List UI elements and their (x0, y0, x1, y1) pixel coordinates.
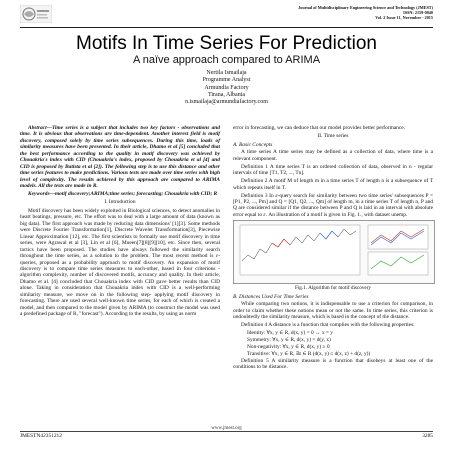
journal-name: Journal of Multidisciplinary Engineering Science and Technology (JMEST) (298, 5, 433, 10)
paper-subtitle: A naïve approach compared to ARIMA (132, 54, 321, 66)
author-role: Programme Analyst (202, 77, 251, 84)
definition-5: Definition 5 A similarity measure is a function that disobeys at least one of the conditions to be distance. (233, 357, 433, 371)
right-column (233, 125, 433, 372)
motif-plot-image (234, 221, 434, 283)
left-column (20, 125, 220, 319)
figure-motif-discovery (233, 220, 435, 284)
footer-page-number: 3285 (422, 433, 433, 439)
time-series-paragraph: A time series A time series may be defined as a collection of data, where time is a relevant component. (233, 149, 433, 162)
definition-4: Definition 4 A distance is a function that complies with the following properties: (241, 322, 415, 329)
introduction-paragraph: Motif discovery has been widely exploited in Biological sciences, to detect anomalies in heart beatings, pressure, etc. The effort was to deal with a large amount of data (known as big data). The first approach was made by reducing data dimensions' [1][3]. Some methods were Discrete Fourier Transformation[1], Discrete Wavelet Transformation[3], Piecewise Linear Approximation [12], etc. The first scientists to formally use motif discovery in time series, were Agrawal et al [3], Lin et al [6], Mueen[7][8][9][10], etc. Since then, several tactics have been proposed. The studies have always followed the similarity search throughout the time series, as a solution to the problem. The most recent method is ε-queries, proposed as a probability approach to motif discovery. An expansion of motif discovery is to compare time series measures to each-other, based in four criterions - algorithm complexity, number of discovered motifs, accuracy and quality. In their article, Dhamo et al. [4] concluded that Chouakria index with CID gave better results than CID alone. Taking in consideration that Chouakria index with CID is a well-performing similarity measure, we move on in the following step- applying motif discovery in forecasting. There are used several well-known time series, for each of which is created a model, and then compared to the model given by ARIMA (to construct the model was used a predefined package of R, "forecast"). According to the results, by using as norm (20, 207, 220, 318)
author-city: Tirana, Albania (207, 91, 246, 98)
author-name: Nertila Ismailaja (206, 70, 247, 76)
author-org: Armundia Factory (204, 84, 249, 91)
journal-issue: Vol. 2 Issue 11, November - 2015 (375, 15, 433, 20)
figure-caption: Fig.1. Algorithm for motif discovery (294, 285, 372, 292)
definition-3: Definition 3 In ε-query search for similarity between two time series' subsequences P = [P1, P2, ..., Pm] and Q = [Q1, Q2, ..., Qm] of length m, in a time series T of length n, P and Q are considered similar if the distance between P and Q is laid in an interval with absolute error equal to ε. An illustration of a motif is given in Fig. 1., with dataset unemp. (233, 192, 433, 218)
subsection-distances: B. Distances Used For Time Series (233, 293, 309, 300)
journal-header (298, 5, 433, 20)
right-paragraph-continued: error in forecasting, we can deduce that our model provides better performance. (233, 125, 405, 131)
footer-divider (20, 431, 433, 432)
list-item: Identity: ∀x, y ∈ R, d(x, y) = 0 ↔ x = y (247, 330, 333, 337)
distances-paragraph: While comparing two notions, it is indispensable to use a criterion for comparison, in order to claim whether these notions mean or not the same. In time series, this criterion is undoubtedly the similarity measure, which is based in the concept of the distance. (233, 301, 433, 321)
definition-2: Definition 2 A motif M of length m in a time series T of length n is a subsequence of T which repeats itself in T. (233, 178, 433, 191)
definition-1: Definition 1 A time series T is an ordered collection of data, observed in n - regular intervals of time [T1, T2, ..., Tn]. (233, 163, 433, 177)
keywords: Keywords—motif discovery;ARIMA;time series; forecasting; Chouakria with CID; R (28, 191, 218, 198)
section-heading-time-series: II. Time series (317, 133, 349, 140)
paper-title: Motifs In Time Series For Prediction (76, 33, 377, 54)
list-item: Symmetry: ∀x, y ∈ R, d(x, y) = d(y, x) (247, 337, 331, 344)
list-item: Transitive: ∀x, y ∈ R, ∃z ∈ R (d(x, y) ≤ d(x, z) + d(z, y)) (247, 350, 371, 357)
author-email[interactable]: n.ismailaja@armundiafactory.com (185, 99, 268, 106)
list-item: Non-negativity: ∀x, y ∈ R, d(x, y) ≥ 0 (247, 344, 330, 351)
journal-issn: ISSN: 2159-0040 (403, 10, 433, 15)
journal-logo-icon (20, 5, 52, 23)
abstract: Abstract—Time series is a subject that includes two key factors - observations and time. It is obvious that observations are time-dependent. Another interest field is motif discovery, composed solely by time series subsequences. During this time, loads of similarity measures have been presented. In their article, Dhamo et al [5] concluded that the best performance according to the quality in motif discovery was achieved by Chouakria's index with CID (Chouakria's index, proposed by Chouakria et al [4] and CID is proposed by Batista et al [2]). The following step is to use this distance and other time series features to make predictions. Various tests are made over time series with high level of complexity. The results achieved by this approach are compared to ARIMA models. All the tests are made in R. (20, 125, 220, 190)
author-block (0, 70, 453, 106)
section-heading-introduction: I. Introduction (104, 199, 136, 206)
footer-website[interactable]: www.jmest.org (211, 426, 242, 431)
footer-paper-id: JMESTN42351212 (20, 433, 62, 439)
distance-properties-list (233, 330, 433, 357)
subsection-basic-concepts: A. Basic Concepts (233, 141, 273, 148)
header-divider (20, 27, 433, 28)
